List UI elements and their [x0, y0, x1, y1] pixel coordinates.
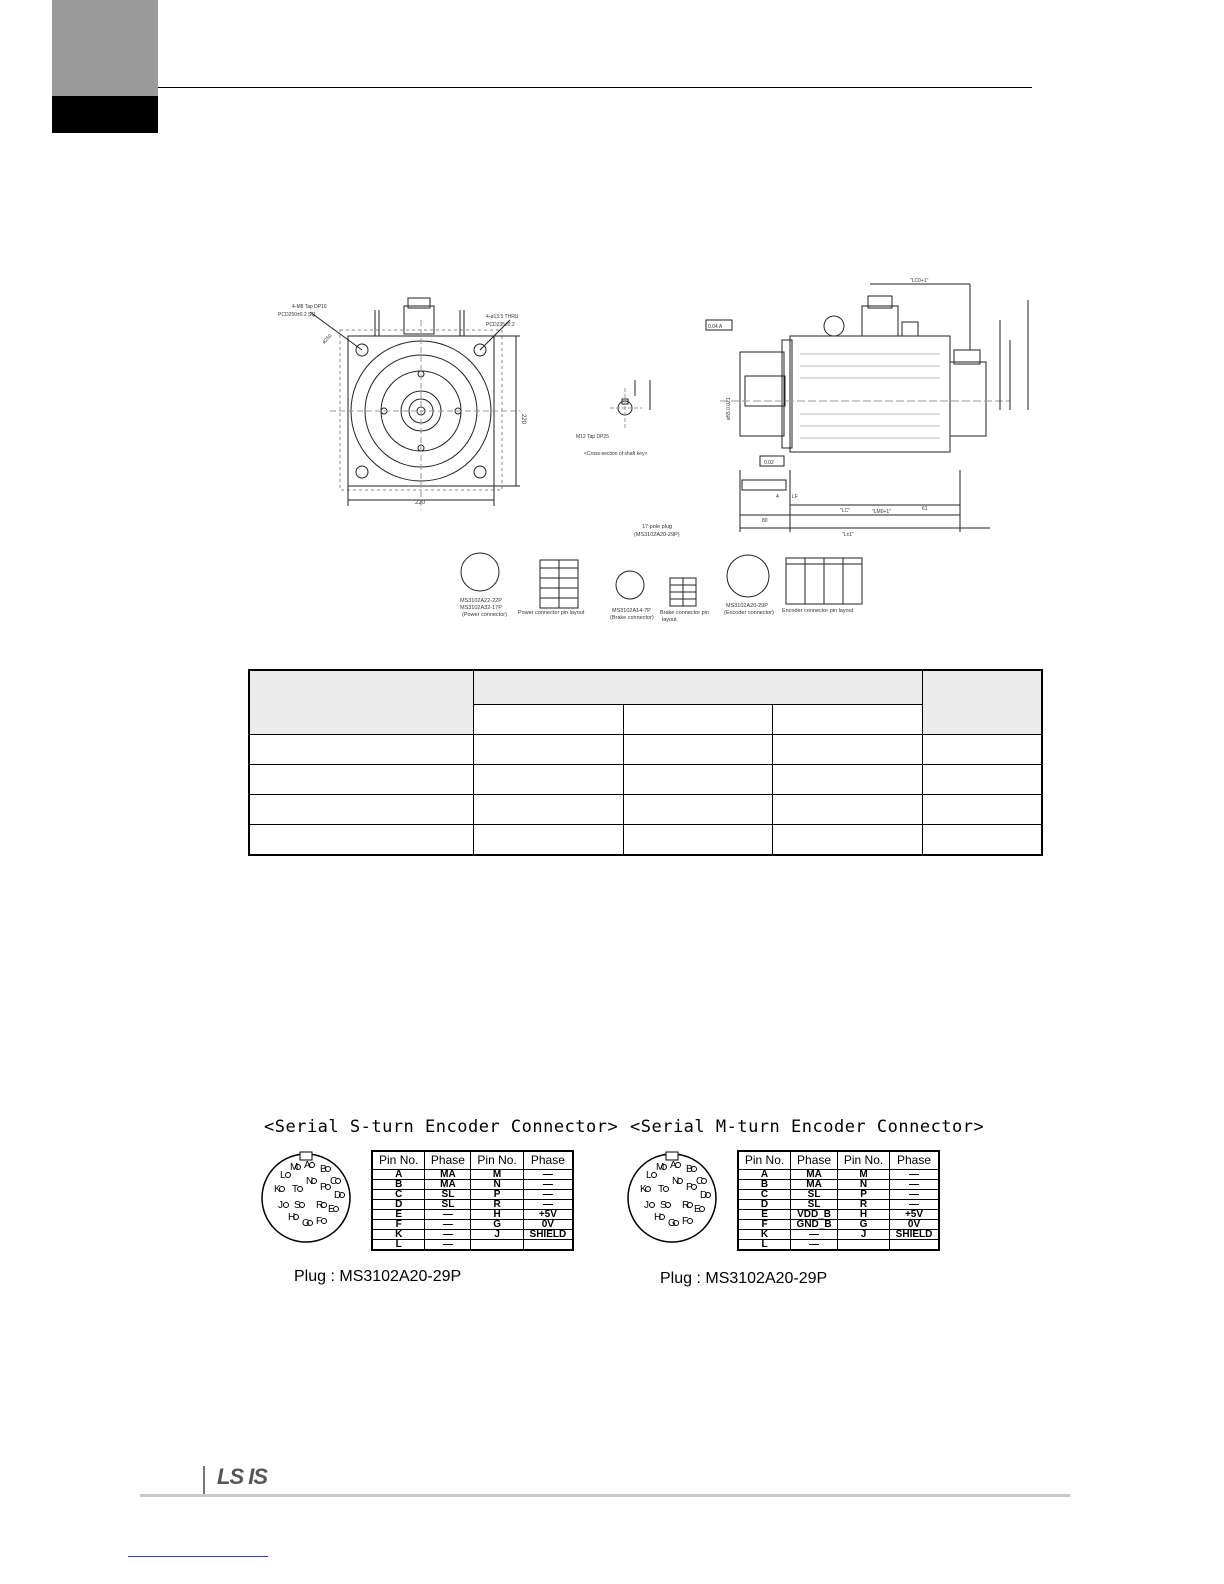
side-view: [706, 284, 1028, 532]
pin-contact: [652, 1173, 657, 1178]
pin-letter: G: [302, 1218, 310, 1229]
m-turn-pin-face: [624, 1150, 720, 1246]
table-row: [738, 1190, 939, 1200]
pin-letter: R: [316, 1200, 324, 1211]
pin-cell: F: [372, 1220, 425, 1230]
s-turn-encoder-title: <Serial S-turn Encoder Connector>: [264, 1117, 619, 1137]
pin-letter: B: [686, 1164, 693, 1175]
table-row: [372, 1230, 573, 1240]
phase-cell: VDD_B: [791, 1210, 838, 1220]
pin-cell: N: [471, 1180, 523, 1190]
phase-cell: —: [425, 1240, 471, 1251]
header-phase: Phase: [425, 1151, 471, 1170]
table-row: [372, 1200, 573, 1210]
pin-cell: D: [738, 1200, 791, 1210]
pin-contact: [284, 1203, 289, 1208]
brake-connector-caption-2: (Brake connector): [610, 615, 654, 621]
pin-contact: [664, 1187, 669, 1192]
pin-contact: [322, 1219, 327, 1224]
power-connector-caption-1: MS3102A22-22P: [460, 598, 502, 604]
pin-cell: M: [838, 1170, 890, 1180]
pin-cell: N: [838, 1180, 890, 1190]
pin-cell: P: [838, 1190, 890, 1200]
table-row: [372, 1240, 573, 1251]
encoder-connector-caption-1: MS3102A20-29P: [726, 603, 768, 609]
header-pin-no: Pin No.: [372, 1151, 425, 1170]
side-label-002: 0.02: [764, 460, 774, 466]
pin-letter: M: [656, 1162, 665, 1173]
encoder-connector-caption-2: (Encoder connector): [724, 610, 774, 616]
pin-cell: [471, 1240, 523, 1251]
pin-letter: L: [280, 1170, 286, 1181]
pin-letter: T: [292, 1184, 299, 1195]
pin-letter: N: [306, 1176, 314, 1187]
motor-outline-drawing: [270, 270, 1030, 630]
brake-pin-layout-caption-2: layout: [662, 617, 677, 623]
pin-cell: K: [738, 1230, 791, 1240]
header-phase: Phase: [890, 1151, 939, 1170]
pin-letter: A: [670, 1160, 677, 1171]
pin-letter: D: [334, 1190, 342, 1201]
table-row: [249, 795, 1042, 825]
footer-link-underline[interactable]: [128, 1556, 268, 1557]
pin-cell: B: [738, 1180, 791, 1190]
phase-cell: [890, 1240, 939, 1251]
table-header-cell: [923, 670, 1042, 735]
phase-cell: +5V: [890, 1210, 939, 1220]
side-label-4: 4: [776, 494, 779, 500]
pin-contact: [650, 1203, 655, 1208]
pin-letter: S: [660, 1200, 667, 1211]
pin-letter: K: [274, 1184, 281, 1195]
phase-cell: —: [523, 1190, 573, 1200]
pin-cell: F: [738, 1220, 791, 1230]
pin-letter: T: [658, 1184, 665, 1195]
pin-letter: A: [304, 1160, 311, 1171]
table-header-row: [249, 670, 1042, 705]
phase-cell: [523, 1240, 573, 1251]
pin-cell: C: [738, 1190, 791, 1200]
pin-letter: F: [316, 1216, 323, 1227]
pin-cell: H: [838, 1210, 890, 1220]
chapter-tab-grey: [52, 0, 158, 96]
pin-cell: A: [372, 1170, 425, 1180]
power-connector-caption-3: (Power connector): [462, 612, 507, 618]
pin-cell: H: [471, 1210, 523, 1220]
phase-cell: 0V: [890, 1220, 939, 1230]
phase-cell: —: [791, 1240, 838, 1251]
pin-cell: K: [372, 1230, 425, 1240]
phase-cell: —: [791, 1230, 838, 1240]
s-turn-pin-table: [371, 1150, 574, 1251]
pin-letter: P: [686, 1182, 693, 1193]
table-row: [372, 1170, 573, 1180]
dimensions-table: [248, 669, 1043, 856]
table-header-cell: [773, 705, 923, 735]
s-turn-pin-face: [258, 1150, 354, 1246]
phase-cell: —: [425, 1210, 471, 1220]
table-row: [738, 1230, 939, 1240]
table-row: [738, 1220, 939, 1230]
chapter-tab-black: [52, 96, 158, 133]
connector-row: [461, 553, 862, 608]
table-row: [738, 1200, 939, 1210]
phase-cell: 0V: [523, 1220, 573, 1230]
header-phase: Phase: [791, 1151, 838, 1170]
phase-cell: SL: [791, 1190, 838, 1200]
m-turn-pin-table: [737, 1150, 940, 1251]
pin-letter: H: [288, 1212, 296, 1223]
side-label-l1: "L±1": [842, 532, 854, 538]
table-row: [372, 1180, 573, 1190]
header-pin-no: Pin No.: [838, 1151, 890, 1170]
front-label-dia: ø250: [321, 333, 334, 346]
front-label-thru: 4-ø13.5 THRU: [486, 314, 519, 320]
ls-is-logo: [205, 1464, 285, 1494]
pin-letter: R: [682, 1200, 690, 1211]
side-label-004a: 0.04 A: [708, 324, 723, 330]
shaft-key-section: [610, 380, 650, 428]
pin-cell: [838, 1240, 890, 1251]
header-phase: Phase: [523, 1151, 573, 1170]
phase-cell: GND_B: [791, 1220, 838, 1230]
pin-cell: C: [372, 1190, 425, 1200]
pin-letter: S: [294, 1200, 301, 1211]
phase-cell: —: [890, 1180, 939, 1190]
header-rule: [158, 87, 1032, 88]
pin-letter: E: [694, 1204, 701, 1215]
table-row: [738, 1170, 939, 1180]
pin-letter: N: [672, 1176, 680, 1187]
front-dim-right: 220: [520, 414, 526, 425]
pin-table-header: [738, 1151, 939, 1170]
side-label-80: 80: [762, 518, 768, 524]
pin-cell: G: [838, 1220, 890, 1230]
brake-pin-layout-caption-1: Brake connector pin: [660, 610, 709, 616]
pin-letter: G: [668, 1218, 676, 1229]
phase-cell: SHIELD: [890, 1230, 939, 1240]
table-row: [372, 1190, 573, 1200]
pin-letter: B: [320, 1164, 327, 1175]
pin-cell: E: [738, 1210, 791, 1220]
table-row: [249, 765, 1042, 795]
table-row: [738, 1210, 939, 1220]
pin-cell: A: [738, 1170, 791, 1180]
phase-cell: SL: [425, 1200, 471, 1210]
encoder-pin-layout-caption: Encoder connector pin layout: [782, 608, 854, 614]
phase-cell: +5V: [523, 1210, 573, 1220]
phase-cell: —: [523, 1180, 573, 1190]
pin-cell: J: [471, 1230, 523, 1240]
plug-caption-1: 17 pole plug: [642, 524, 672, 530]
front-label-pcd: PCD235±0.2: [486, 322, 515, 328]
phase-cell: —: [523, 1170, 573, 1180]
table-row: [372, 1210, 573, 1220]
front-label-tap: 4-M8 Tap DP16: [292, 304, 327, 310]
pin-cell: L: [372, 1240, 425, 1251]
phase-cell: SHIELD: [523, 1230, 573, 1240]
header-pin-no: Pin No.: [738, 1151, 791, 1170]
pin-cell: E: [372, 1210, 425, 1220]
pin-letter: K: [640, 1184, 647, 1195]
pin-cell: M: [471, 1170, 523, 1180]
phase-cell: —: [890, 1190, 939, 1200]
front-label-pcd-sq: PCD250±0.2 SQ: [278, 312, 316, 318]
ls-logo-text: LS IS: [217, 1464, 268, 1489]
front-view: [310, 298, 520, 510]
m-turn-plug-label: Plug : MS3102A20-29P: [660, 1270, 828, 1287]
table-header-cell: [473, 705, 623, 735]
table-row: [249, 735, 1042, 765]
table-header-cell: [249, 670, 473, 735]
table-row: [738, 1240, 939, 1251]
power-pin-layout-caption: Power connector pin layout: [518, 610, 585, 616]
pin-cell: B: [372, 1180, 425, 1190]
pin-letter: F: [682, 1216, 689, 1227]
brake-connector-caption-1: MS3102A14-7P: [612, 608, 651, 614]
pin-cell: D: [372, 1200, 425, 1210]
pin-letter: C: [330, 1176, 338, 1187]
header-pin-no: Pin No.: [471, 1151, 523, 1170]
pin-letter: P: [320, 1182, 327, 1193]
side-label-lf: LF: [792, 494, 798, 500]
table-row: [738, 1180, 939, 1190]
phase-cell: —: [890, 1200, 939, 1210]
shaft-label-tap: M12 Tap DP25: [576, 434, 609, 440]
pin-cell: P: [471, 1190, 523, 1200]
side-label-lc01: "LC0+1": [910, 278, 929, 284]
s-turn-plug-label: Plug : MS3102A20-29P: [294, 1268, 462, 1285]
phase-cell: —: [523, 1200, 573, 1210]
side-label-lm01: "LM0+1": [872, 509, 891, 515]
pin-letter: D: [700, 1190, 708, 1201]
phase-cell: —: [890, 1170, 939, 1180]
footer-rule: [140, 1494, 1070, 1497]
pin-letter: C: [696, 1176, 704, 1187]
pin-letter: H: [654, 1212, 662, 1223]
pin-table-header: [372, 1151, 573, 1170]
side-label-61: 61: [922, 506, 928, 512]
phase-cell: MA: [425, 1180, 471, 1190]
phase-cell: SL: [791, 1200, 838, 1210]
plug-caption-2: (MS3102A20-29P): [634, 532, 680, 538]
side-label-lc: "LC": [840, 508, 850, 514]
pin-cell: R: [471, 1200, 523, 1210]
table-header-cell: [623, 705, 773, 735]
side-label-dia55: ø55 0.021: [726, 397, 732, 420]
table-row: [249, 825, 1042, 856]
pin-letter: M: [290, 1162, 299, 1173]
pin-cell: G: [471, 1220, 523, 1230]
phase-cell: MA: [425, 1170, 471, 1180]
power-connector-caption-2: MS3102A32-17P: [460, 605, 502, 611]
pin-cell: L: [738, 1240, 791, 1251]
pin-letter: L: [646, 1170, 652, 1181]
table-row: [372, 1220, 573, 1230]
front-dim-bottom: 220: [415, 500, 426, 506]
table-header-cell: [473, 670, 922, 705]
m-turn-encoder-title: <Serial M-turn Encoder Connector>: [630, 1117, 985, 1137]
phase-cell: MA: [791, 1170, 838, 1180]
pin-letter: E: [328, 1204, 335, 1215]
pin-contact: [688, 1219, 693, 1224]
pin-cell: J: [838, 1230, 890, 1240]
phase-cell: MA: [791, 1180, 838, 1190]
phase-cell: —: [425, 1220, 471, 1230]
pin-contact: [286, 1173, 291, 1178]
pin-cell: R: [838, 1200, 890, 1210]
shaft-caption: <Cross-section of shaft key>: [584, 451, 648, 457]
phase-cell: —: [425, 1230, 471, 1240]
phase-cell: SL: [425, 1190, 471, 1200]
pin-contact: [298, 1187, 303, 1192]
pin-letter: J: [278, 1200, 283, 1211]
pin-letter: J: [644, 1200, 649, 1211]
